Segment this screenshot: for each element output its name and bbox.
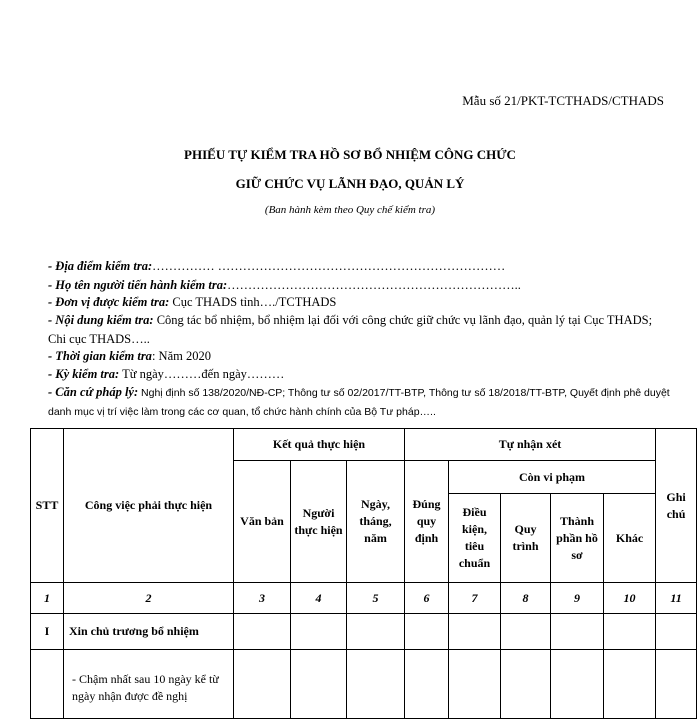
form-subtitle: (Ban hành kèm theo Quy chế kiểm tra) (264, 204, 436, 216)
table-cell[interactable] (604, 650, 656, 719)
header-violation: Còn vi phạm (449, 461, 656, 494)
info-location (48, 257, 673, 276)
section-number: I (31, 614, 64, 650)
col-index: 2 (64, 583, 234, 614)
inspector-value: …………………………………………………………….. (227, 278, 521, 292)
column-index-row (31, 583, 697, 614)
legal-value: Nghị định số 138/2020/NĐ-CP; Thông tư số 02/2017/TT-BTP, Thông tư số 18/2018/TT-BTP, Quyết định phê duyệt danh mục vị trí việc làm trong các cơ quan, tổ chức hành chính của Bộ Tư pháp….. (48, 387, 670, 418)
table-cell[interactable] (405, 614, 449, 650)
unit-value: Cục THADS tỉnh…./TCTHADS (169, 295, 337, 309)
inspection-table (30, 428, 697, 719)
col-index: 7 (449, 583, 501, 614)
header-person: Người thực hiện (291, 461, 347, 583)
table-cell[interactable] (551, 614, 604, 650)
table-cell[interactable] (449, 614, 501, 650)
table-cell[interactable] (551, 650, 604, 719)
table-cell[interactable] (656, 614, 697, 650)
table-cell[interactable] (234, 650, 291, 719)
form-title-line2: GIỮ CHỨC VỤ LÃNH ĐẠO, QUẢN LÝ (235, 176, 465, 191)
header-task: Công việc phải thực hiện (64, 429, 234, 583)
location-value: …………… …………………………………………………………… (152, 259, 506, 273)
col-index: 3 (234, 583, 291, 614)
table-cell[interactable] (291, 614, 347, 650)
table-cell[interactable] (347, 650, 405, 719)
col-index: 1 (31, 583, 64, 614)
header-result: Kết quả thực hiện (234, 429, 405, 461)
period-value: Từ ngày………đến ngày……… (119, 367, 285, 381)
col-index: 8 (501, 583, 551, 614)
table-cell[interactable] (347, 614, 405, 650)
section-label: Xin chủ trương bổ nhiệm (64, 614, 234, 650)
info-time (48, 347, 673, 366)
legal-label: - Căn cứ pháp lý: (48, 385, 139, 399)
header-note: Ghi chú (656, 429, 697, 583)
col-index: 6 (405, 583, 449, 614)
info-unit (48, 293, 673, 312)
header-other: Khác (604, 494, 656, 583)
task-text: - Chậm nhất sau 10 ngày kể từ ngày nhận được đề nghị (64, 650, 234, 719)
period-label: - Kỳ kiểm tra: (48, 367, 120, 381)
location-label: - Địa điểm kiểm tra: (48, 259, 153, 273)
content-label: - Nội dung kiểm tra: (48, 313, 154, 327)
header-condition: Điều kiện, tiêu chuẩn (449, 494, 501, 583)
table-cell[interactable] (31, 650, 64, 719)
table-cell[interactable] (405, 650, 449, 719)
table-cell[interactable] (501, 614, 551, 650)
col-index: 9 (551, 583, 604, 614)
table-cell[interactable] (604, 614, 656, 650)
header-stt: STT (31, 429, 64, 583)
table-cell[interactable] (449, 650, 501, 719)
time-value: : Năm 2020 (151, 349, 211, 363)
time-label: - Thời gian kiểm tra (48, 349, 152, 363)
header-self-assessment: Tự nhận xét (405, 429, 656, 461)
header-document: Văn bản (234, 461, 291, 583)
form-code: Mẫu số 21/PKT-TCTHADS/CTHADS (462, 93, 664, 108)
col-index: 10 (604, 583, 656, 614)
table-cell[interactable] (656, 650, 697, 719)
col-index: 5 (347, 583, 405, 614)
info-period (48, 365, 673, 384)
task-row (31, 650, 697, 719)
content-value: Công tác bổ nhiệm, bổ nhiệm lại đối với công chức giữ chức vụ lãnh đạo, quản lý tại Cục THADS; Chi cục THADS….. (48, 313, 653, 346)
info-legal (48, 383, 673, 421)
form-title-line1: PHIẾU TỰ KIỂM TRA HỒ SƠ BỔ NHIỆM CÔNG CHỨC (184, 147, 516, 162)
col-index: 11 (656, 583, 697, 614)
table-cell[interactable] (291, 650, 347, 719)
header-components: Thành phần hồ sơ (551, 494, 604, 583)
header-procedure: Quy trình (501, 494, 551, 583)
section-row (31, 614, 697, 650)
col-index: 4 (291, 583, 347, 614)
header-correct: Đúng quy định (405, 461, 449, 583)
unit-label: - Đơn vị được kiểm tra: (48, 295, 170, 309)
header-date: Ngày, tháng, năm (347, 461, 405, 583)
inspector-label: - Họ tên người tiến hành kiểm tra: (48, 278, 228, 292)
info-content (48, 311, 673, 349)
table-cell[interactable] (234, 614, 291, 650)
table-cell[interactable] (501, 650, 551, 719)
